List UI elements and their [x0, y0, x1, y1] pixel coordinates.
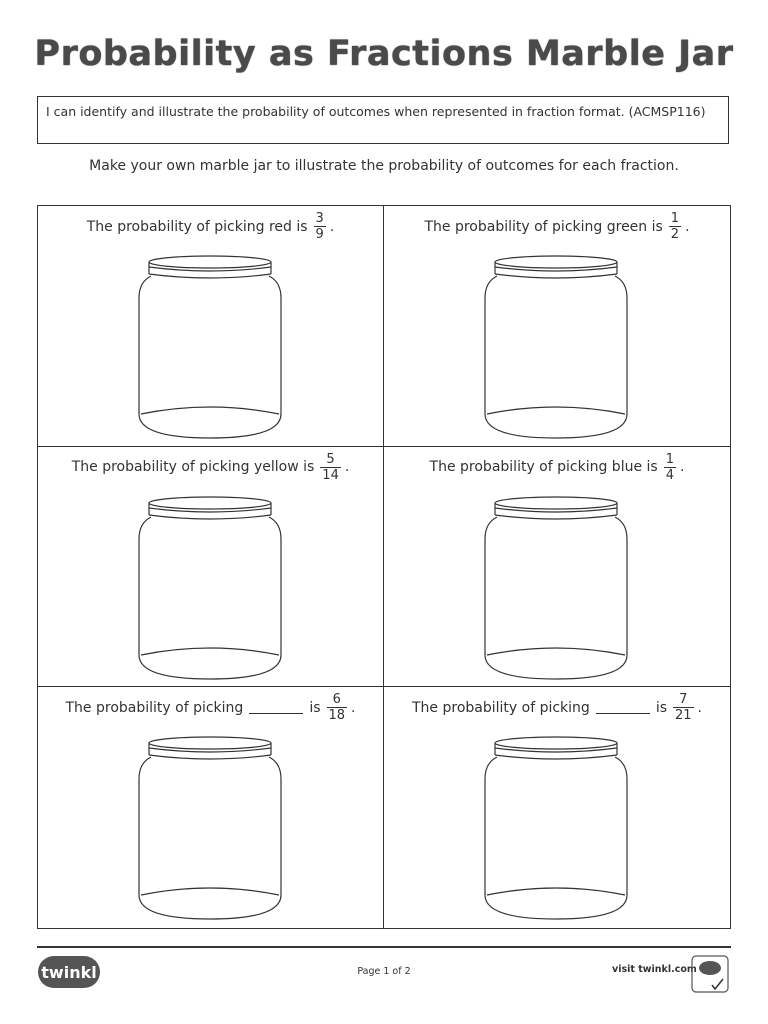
marble-jar-icon[interactable] [483, 735, 629, 921]
jar-cell [38, 447, 384, 688]
prompt-period: . [679, 459, 685, 476]
fraction-numerator: 1 [665, 451, 674, 467]
marble-jar-icon[interactable] [137, 254, 283, 440]
prompt-period: . [329, 218, 335, 235]
twinkl-logo[interactable]: twinkl [38, 956, 100, 988]
fraction-denominator: 2 [670, 227, 680, 242]
prompt-is: is [309, 699, 321, 716]
fraction-denominator: 14 [322, 467, 339, 483]
prompt-period: . [344, 459, 350, 476]
cell-prompt [38, 692, 383, 723]
cell-prompt [384, 211, 730, 242]
fraction-denominator: 4 [665, 467, 674, 483]
prompt-text: The probability of picking [65, 699, 244, 716]
fraction [664, 452, 676, 483]
prompt-text: The probability of picking blue is [429, 459, 658, 476]
fraction-numerator: 7 [679, 692, 688, 708]
marble-jar-icon[interactable] [483, 495, 629, 681]
cell-prompt [384, 692, 730, 723]
fraction [314, 211, 326, 242]
prompt-is: is [655, 699, 667, 716]
prompt-text: The probability of picking red is [86, 218, 308, 235]
fraction [320, 452, 341, 483]
fraction-denominator: 18 [328, 708, 346, 724]
jar-cell [38, 687, 384, 928]
visit-link[interactable]: visit twinkl.com [612, 964, 697, 975]
fraction-numerator: 6 [332, 692, 341, 708]
answer-blank[interactable] [596, 701, 650, 714]
marble-jar-icon[interactable] [483, 254, 629, 440]
page-title: Probability as Fractions Marble Jar [34, 34, 734, 74]
jar-cell [38, 206, 384, 447]
jar-cell [384, 687, 730, 928]
fraction [327, 692, 348, 723]
quality-seal-icon [690, 954, 730, 994]
jar-cell [384, 447, 730, 688]
fraction [673, 692, 694, 723]
instruction-text: Make your own marble jar to illustrate the probability of outcomes for each fraction. [89, 158, 679, 174]
fraction-numerator: 3 [315, 211, 324, 226]
fraction-denominator: 9 [315, 227, 324, 242]
footer-divider [37, 946, 731, 948]
prompt-period: . [351, 699, 356, 716]
fraction-denominator: 21 [675, 708, 692, 724]
answer-blank[interactable] [249, 701, 303, 714]
cell-prompt [38, 452, 383, 483]
cell-prompt [38, 211, 383, 242]
prompt-text: The probability of picking [412, 699, 590, 716]
prompt-period: . [685, 218, 690, 235]
page-number: Page 1 of 2 [357, 966, 411, 977]
marble-jar-icon[interactable] [137, 735, 283, 921]
prompt-period: . [697, 699, 702, 716]
fraction-numerator: 5 [326, 451, 335, 467]
prompt-text: The probability of picking yellow is [71, 459, 315, 476]
fraction [669, 211, 681, 242]
learning-objective: I can identify and illustrate the probability of outcomes when represented in fraction format. (ACMSP116) [37, 96, 729, 144]
prompt-text: The probability of picking green is [424, 218, 663, 235]
jar-cell [384, 206, 730, 447]
marble-jar-icon[interactable] [137, 495, 283, 681]
jar-grid [37, 205, 731, 929]
cell-prompt [384, 452, 730, 483]
fraction-numerator: 1 [670, 211, 680, 226]
